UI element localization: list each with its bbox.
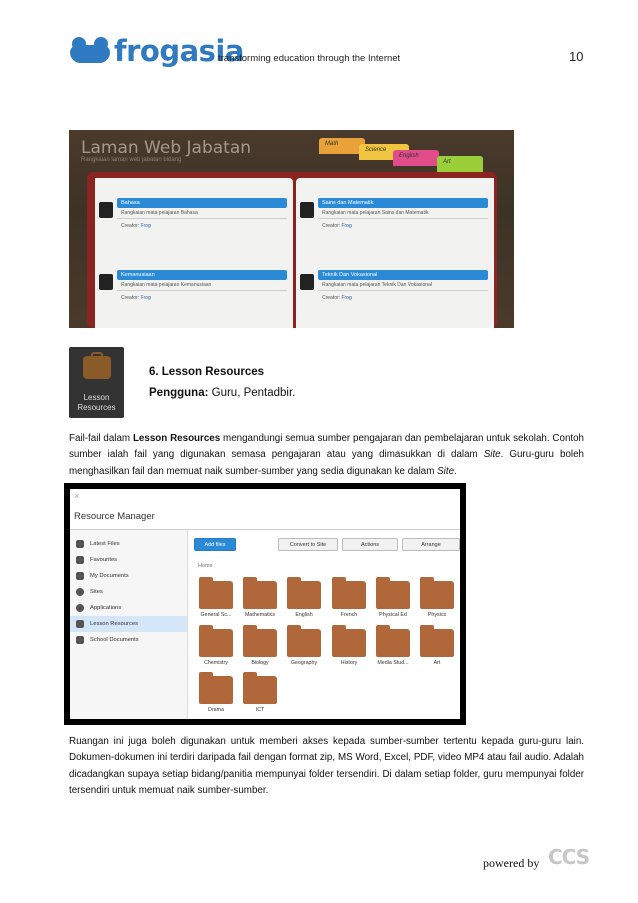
convert-to-site-button[interactable]: Convert to Site <box>278 538 338 551</box>
paragraph-intro: Fail-fail dalam Lesson Resources mengandungi semua sumber pengajaran dan pembelajaran untuk sekolah. Contoh sumber ialah fail yang digunakan semasa pengajaran atau yang dimasukkan di dalam Site. Guru-guru boleh menghasilkan fail dan memuat naik sumber-sumber yang sedia digunakan ke dalam Site. <box>69 433 585 477</box>
user-roles: Pengguna: Guru, Pentadbir. <box>149 387 296 399</box>
powered-by-text: powered by <box>483 856 540 870</box>
resource-manager-title: Resource Manager <box>74 511 155 522</box>
page-header <box>0 0 638 80</box>
documents-icon <box>76 636 84 644</box>
book-icon <box>99 274 113 290</box>
page-number: 10 <box>569 49 584 64</box>
tagline: transforming education through the Internet <box>218 53 401 64</box>
icon-label: Lesson Resources <box>77 393 116 412</box>
book-icon <box>300 202 314 218</box>
sidebar-item-applications[interactable]: Applications <box>70 600 187 616</box>
folder[interactable]: Biology <box>240 629 280 666</box>
card-creator: Creator: Frog <box>121 223 151 229</box>
site-title: Laman Web Jabatan <box>81 138 252 158</box>
folder[interactable]: English <box>284 581 324 618</box>
folder-icon <box>332 629 366 657</box>
card-desc: Rangkaian mata pelajaran Teknik Dan Vokasional <box>318 280 488 291</box>
resource-main <box>188 530 460 719</box>
arrange-button[interactable]: Arrange <box>402 538 460 551</box>
department-site-screenshot <box>69 130 514 328</box>
card-creator: Creator: Frog <box>121 295 151 301</box>
card-title: Sains dan Matematik <box>318 198 488 208</box>
actions-button[interactable]: Actions <box>342 538 398 551</box>
resource-sidebar <box>70 530 188 719</box>
folder-icon <box>376 581 410 609</box>
sidebar-item-my-documents[interactable]: My Documents <box>70 568 187 584</box>
folder-icon <box>420 581 454 609</box>
tab-english: English <box>393 150 439 166</box>
folder[interactable]: Geography <box>284 629 324 666</box>
globe-icon <box>76 588 84 596</box>
lesson-resources-icon <box>69 347 124 418</box>
folder[interactable]: Physical Ed <box>373 581 413 618</box>
folder-icon <box>199 581 233 609</box>
section-heading: 6. Lesson Resources <box>149 366 265 378</box>
sidebar-item-school-documents[interactable]: School Documents <box>70 632 187 648</box>
card-title: Kemanusiaan <box>117 270 287 280</box>
folder[interactable]: Chemistry <box>196 629 236 666</box>
card-desc: Rangkaian mata pelajaran Bahasa <box>117 208 287 219</box>
folder-icon <box>287 581 321 609</box>
folder[interactable]: Art <box>417 629 457 666</box>
brand-name: frogasia <box>114 34 244 68</box>
card-sains <box>318 198 488 240</box>
card-bahasa <box>117 198 287 240</box>
book-icon <box>300 274 314 290</box>
folder-icon <box>332 581 366 609</box>
folder-icon <box>376 629 410 657</box>
folder[interactable]: French <box>329 581 369 618</box>
folder-icon <box>243 676 277 704</box>
folder-icon <box>243 581 277 609</box>
ccs-logo: CCS <box>548 845 590 869</box>
breadcrumb[interactable]: Home <box>198 563 213 569</box>
sidebar-item-sites[interactable]: Sites <box>70 584 187 600</box>
document-icon <box>76 572 84 580</box>
right-page <box>296 178 494 328</box>
clock-icon <box>76 540 84 548</box>
folder-icon <box>243 629 277 657</box>
sidebar-item-lesson-resources[interactable]: Lesson Resources <box>70 616 187 632</box>
folder[interactable]: General Sc... <box>196 581 236 618</box>
card-desc: Rangkaian mata pelajaran Sains dan Matematik <box>318 208 488 219</box>
card-title: Bahasa <box>117 198 287 208</box>
subject-tabs <box>319 130 509 170</box>
paragraph-usage: Ruangan ini juga boleh digunakan untuk memberi akses kepada sumber-sumber tertentu kepada guru-guru lain. Dokumen-dokumen ini terdiri daripada fail dengan format zip, MS Word, Excel, PDF, video MP4 atau fail audio. Adalah dicadangkan supaya setiap bidang/panitia mempunyai folder tersendiri. Di dalam setiap folder, guru mempunyai folder tersendiri untuk memuat naik sumber-sumber. <box>69 736 584 796</box>
frog-icon <box>70 37 110 65</box>
folder[interactable]: Mathematics <box>240 581 280 618</box>
tab-math: Math <box>319 138 365 154</box>
folder-icon <box>287 629 321 657</box>
card-teknik <box>318 270 488 312</box>
folder[interactable]: ICT <box>240 676 280 713</box>
folder-icon <box>420 629 454 657</box>
folder[interactable]: Physics <box>417 581 457 618</box>
folder-icon <box>199 629 233 657</box>
apps-icon <box>76 604 84 612</box>
folder[interactable]: Media Stud... <box>373 629 413 666</box>
sidebar-item-latest-files[interactable]: Latest Files <box>70 536 187 552</box>
card-kemanusiaan <box>117 270 287 312</box>
left-page <box>95 178 293 328</box>
resource-manager-screenshot <box>64 483 466 725</box>
briefcase-icon <box>83 356 111 379</box>
folder[interactable]: History <box>329 629 369 666</box>
close-icon[interactable]: × <box>74 491 80 501</box>
card-desc: Rangkaian mata pelajaran Kemanusiaan <box>117 280 287 291</box>
card-title: Teknik Dan Vokasional <box>318 270 488 280</box>
book-icon <box>99 202 113 218</box>
site-subtitle: Rangkaian laman web jabatan bidang <box>81 157 182 163</box>
tab-art: Art <box>437 156 483 172</box>
card-creator: Creator: Frog <box>322 223 352 229</box>
briefcase-icon <box>76 620 84 628</box>
tab-science: Science <box>359 144 409 160</box>
folder-icon <box>199 676 233 704</box>
folder[interactable]: Drama <box>196 676 236 713</box>
add-files-button[interactable]: Add files <box>194 538 236 551</box>
star-icon <box>76 556 84 564</box>
card-creator: Creator: Frog <box>322 295 352 301</box>
sidebar-item-favourites[interactable]: Favourites <box>70 552 187 568</box>
